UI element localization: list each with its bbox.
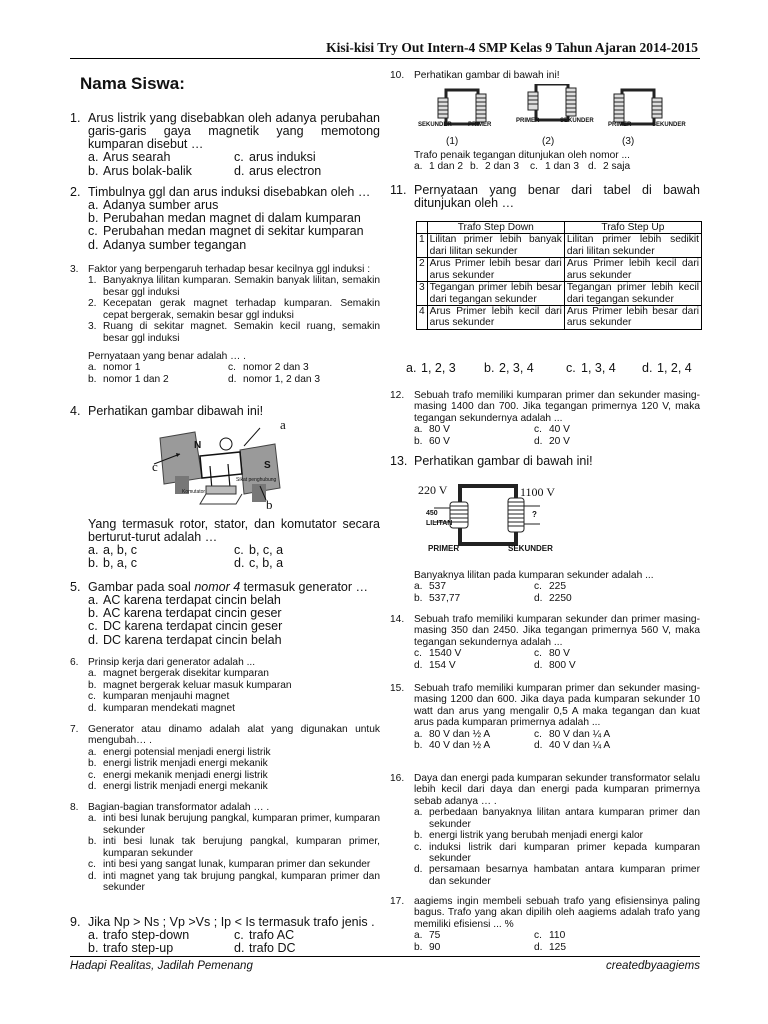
question-text: Gambar pada soal nomor 4 termasuk generator … xyxy=(88,580,369,594)
option-d[interactable]: d. energi listrik menjadi energi mekanik xyxy=(88,781,268,793)
option-c[interactable]: c. kumparan menjauhi magnet xyxy=(88,691,230,703)
table-row: 1 Lilitan primer lebih banyak dari lilitan sekunder Lilitan primer lebih sedikit dari lilitan sekunder xyxy=(417,234,702,258)
option-b[interactable]: b. 537,77 xyxy=(414,592,461,604)
question-9 xyxy=(70,916,380,955)
question-11 xyxy=(390,184,700,210)
statement-2: 2. Kecepatan gerak magnet terhadap kumparan. Semakin cepat bergerak, semakin besar ggl induksi xyxy=(88,298,380,321)
question-number: 15. xyxy=(390,683,405,694)
statement-3: 3. Ruang di sekitar magnet. Semakin kecil ruang, semakin besar ggl induksi xyxy=(88,321,380,344)
option-c[interactable]: c. b, c, a xyxy=(234,543,284,558)
question-text: Arus listrik yang disebabkan oleh adanya perubahan garis-garis gaya magnetik yang memotong kumparan disebut … xyxy=(88,111,380,152)
option-b[interactable]: b. b, a, c xyxy=(88,556,138,571)
option-b[interactable]: b. 2 dan 3 xyxy=(470,161,519,173)
question-10-stem xyxy=(414,150,704,173)
question-number: 5. xyxy=(70,580,81,594)
option-a[interactable]: a. 75 xyxy=(414,930,441,942)
question-13 xyxy=(390,455,700,468)
trafo-table xyxy=(416,221,702,330)
transformer-diagram xyxy=(412,478,592,564)
option-a[interactable]: a. 1 dan 2 xyxy=(414,161,463,173)
option-a[interactable]: a. inti besi lunak berujung pangkal, kumparan primer, kumparan sekunder xyxy=(88,813,380,836)
commutator-label: Komutator xyxy=(182,489,206,495)
primary-turns-label: 450 xyxy=(426,510,438,517)
question-4 xyxy=(70,405,380,418)
fig3-left-label: PRIMER xyxy=(608,122,632,128)
option-c[interactable]: c. nomor 2 dan 3 xyxy=(228,362,309,374)
option-c[interactable]: c. inti besi yang sangat lunak, kumparan primer dan sekunder xyxy=(88,859,371,871)
option-c[interactable]: c. Perubahan medan magnet di sekitar kumparan xyxy=(88,224,364,239)
fig1-right-label: PRIMER xyxy=(468,122,492,128)
option-c[interactable]: c. 1540 V xyxy=(414,648,462,660)
option-d[interactable]: d. 125 xyxy=(534,941,566,953)
question-number: 3. xyxy=(70,264,79,275)
table-row: 4 Arus Primer lebih kecil dari arus sekunder Arus Primer lebih besar dari arus sekunder xyxy=(417,305,702,329)
column-header-step-up: Trafo Step Up xyxy=(564,222,701,234)
option-b[interactable]: b. AC karena terdapat cincin geser xyxy=(88,606,282,621)
footer-motto: Hadapi Realitas, Jadilah Pemenang xyxy=(70,960,253,972)
option-a[interactable]: a. nomor 1 xyxy=(88,362,141,374)
secondary-label: SEKUNDER xyxy=(508,544,553,553)
question-number: 12. xyxy=(390,390,405,401)
option-d[interactable]: d. arus electron xyxy=(234,163,322,178)
question-11-options xyxy=(406,362,706,375)
option-b[interactable]: b. Perubahan medan magnet di dalam kumparan xyxy=(88,211,361,226)
unknown-turns-label: ? xyxy=(532,510,537,519)
option-a[interactable]: a. 80 V xyxy=(414,424,450,436)
option-d[interactable]: d. persamaan besarnya hambatan antara kumparan primer dan sekunder xyxy=(414,864,700,887)
question-text: Jika Np > Ns ; Vp >Vs ; Ip < Is termasuk trafo jenis . xyxy=(88,915,375,929)
question-13-stem xyxy=(414,570,700,604)
table-row: 2 Arus Primer lebih besar dari arus sekunder Arus Primer lebih kecil dari arus sekunder xyxy=(417,258,702,282)
option-a[interactable]: a. magnet bergerak disekitar kumparan xyxy=(88,668,269,680)
question-number: 4. xyxy=(70,404,81,418)
option-d[interactable]: d. nomor 1, 2 dan 3 xyxy=(228,373,321,385)
option-b[interactable]: b. Arus bolak-balik xyxy=(88,163,192,178)
primary-label: PRIMER xyxy=(428,544,460,553)
question-number: 17. xyxy=(390,896,405,907)
label-a: a xyxy=(280,417,286,432)
question-text: aagiems ingin membeli sebuah trafo yang efisiensinya paling bagus. Trafo yang akan dipilih oleh aagiems adalah trafo yang memiliki efisiensi ... % xyxy=(414,896,700,930)
question-number: 11. xyxy=(390,183,407,197)
option-b[interactable]: b. 40 V dan ½ A xyxy=(414,740,491,752)
question-2 xyxy=(70,186,380,252)
question-text: Timbulnya ggl dan arus induksi disebabkan oleh … xyxy=(88,185,371,199)
option-a[interactable]: a. AC karena terdapat cincin belah xyxy=(88,593,281,608)
transformer-figures xyxy=(412,84,702,150)
option-a[interactable]: a. Adanya sumber arus xyxy=(88,198,219,213)
fig2-right-label: SEKUNDER xyxy=(560,118,594,124)
question-7 xyxy=(70,724,380,793)
footer-divider xyxy=(70,956,700,957)
question-number: 1. xyxy=(70,111,81,125)
question-text: Faktor yang berpengaruh terhadap besar kecilnya ggl induksi : xyxy=(88,264,371,275)
question-17 xyxy=(390,896,700,953)
option-d[interactable]: d. kumparan mendekati magnet xyxy=(88,702,235,714)
question-text: Perhatikan gambar dibawah ini! xyxy=(88,404,264,418)
option-b[interactable]: b. energi listrik menjadi energi mekanik xyxy=(88,758,268,770)
option-d[interactable]: d. c, b, a xyxy=(234,556,284,571)
question-text: Sebuah trafo memiliki kumparan primer dan sekunder masing-masing 1400 dan 700. Jika tegangan primernya 120 V, maka tegangan sekundernya adalah ... xyxy=(414,390,700,424)
question-8 xyxy=(70,802,380,893)
footer-credit: createdbyaagiems xyxy=(606,960,700,972)
question-stem: Yang termasuk rotor, stator, dan komutator secara berturut-turut adalah … xyxy=(88,517,380,545)
question-stem: Pernyataan yang benar adalah … . xyxy=(88,350,247,362)
option-d[interactable]: d. 2 saja xyxy=(588,161,631,173)
option-c[interactable]: c. energi mekanik menjadi energi listrik xyxy=(88,769,268,781)
option-b[interactable]: b. nomor 1 dan 2 xyxy=(88,373,169,385)
brush-label: Sikat penghubung xyxy=(236,477,277,483)
header-divider xyxy=(70,58,700,59)
secondary-voltage-label: 1100 V xyxy=(520,485,556,499)
question-text: Prinsip kerja dari generator adalah ... xyxy=(88,657,256,668)
option-a[interactable]: a. trafo step-down xyxy=(88,928,190,943)
option-b[interactable]: b. 2, 3, 4 xyxy=(484,361,534,375)
question-14 xyxy=(390,614,700,671)
question-number: 14. xyxy=(390,614,405,625)
option-c[interactable]: c. DC karena terdapat cincin geser xyxy=(88,619,283,634)
fig2-left-label: PRIMER xyxy=(516,118,540,124)
option-d[interactable]: d. trafo DC xyxy=(234,941,296,956)
fig3-right-label: SEKUNDER xyxy=(652,122,686,128)
table-row: 3 Tegangan primer lebih besar dari tegangan sekunder Tegangan primer lebih kecil dari tegangan sekunder xyxy=(417,282,702,306)
question-text: Sebuah trafo memiliki kumparan sekunder dan primer masing-masing 350 dan 2450. Jika tegangan primernya 560 V, maka tegangan sekundernya adalah ... xyxy=(414,614,700,648)
question-15 xyxy=(390,683,700,752)
student-name-label: Nama Siswa: xyxy=(80,74,185,93)
turns-unit-label: LILITAN xyxy=(426,520,453,527)
option-b[interactable]: b. inti besi lunak tak berujung pangkal, kumparan primer, kumparan sekunder xyxy=(88,836,380,859)
option-a[interactable]: a. a, b, c xyxy=(88,543,138,558)
option-c[interactable]: c. arus induksi xyxy=(234,150,316,165)
north-pole-label: N xyxy=(194,440,202,451)
question-text: Perhatikan gambar di bawah ini! xyxy=(414,70,560,81)
fig2-caption: (2) xyxy=(542,136,555,147)
option-b[interactable]: b. energi listrik yang berubah menjadi energi kalor xyxy=(414,830,644,842)
statement-1: 1. Banyaknya lilitan kumparan. Semakin banyak lilitan, semakin besar ggl induksi xyxy=(88,275,380,298)
option-d[interactable]: d. 20 V xyxy=(534,435,570,447)
question-5 xyxy=(70,581,380,647)
option-c[interactable]: c. trafo AC xyxy=(234,928,295,943)
question-number: 13. xyxy=(390,454,408,468)
option-c[interactable]: c. 110 xyxy=(534,930,566,942)
question-number: 7. xyxy=(70,724,79,735)
label-c: c xyxy=(152,459,158,474)
question-number: 16. xyxy=(390,773,405,784)
question-number: 8. xyxy=(70,802,79,813)
option-c[interactable]: c. 225 xyxy=(534,581,566,593)
option-c[interactable]: c. 40 V xyxy=(534,424,570,436)
label-b: b xyxy=(266,497,273,512)
question-number: 6. xyxy=(70,657,79,668)
question-number: 2. xyxy=(70,185,81,199)
option-c[interactable]: c. 1 dan 3 xyxy=(530,161,579,173)
question-text: Pernyataan yang benar dari tabel di bawah ditunjukan oleh … xyxy=(414,183,700,211)
fig3-caption: (3) xyxy=(622,136,635,147)
generator-figure xyxy=(140,418,300,514)
question-text: Bagian-bagian transformator adalah … . xyxy=(88,802,270,813)
primary-voltage-label: 220 V xyxy=(418,483,448,497)
option-a[interactable]: a. 80 V dan ½ A xyxy=(414,728,491,740)
question-12 xyxy=(390,390,700,447)
option-a[interactable]: a. Arus searah xyxy=(88,150,171,165)
fig1-caption: (1) xyxy=(446,136,459,147)
fig1-left-label: SEKUNDER xyxy=(418,122,452,128)
option-d[interactable]: d. 40 V dan ¼ A xyxy=(534,740,611,752)
question-text: Perhatikan gambar di bawah ini! xyxy=(414,454,593,468)
option-c[interactable]: c. induksi listrik dari kumparan primer kepada kumparan sekunder xyxy=(414,841,700,864)
option-a[interactable]: a. energi potensial menjadi energi listrik xyxy=(88,746,271,758)
question-stem: Banyaknya lilitan pada kumparan sekunder adalah ... xyxy=(414,570,654,581)
question-16 xyxy=(390,773,700,887)
option-a[interactable]: a. 1, 2, 3 xyxy=(406,361,456,375)
header-title: Kisi-kisi Try Out Intern-4 SMP Kelas 9 Tahun Ajaran 2014-2015 xyxy=(326,40,698,55)
option-d[interactable]: d. Adanya sumber tegangan xyxy=(88,237,247,252)
option-d[interactable]: d. 1, 2, 4 xyxy=(642,361,692,375)
option-b[interactable]: b. 90 xyxy=(414,941,441,953)
table-header-row xyxy=(417,222,702,234)
option-b[interactable]: b. 60 V xyxy=(414,435,450,447)
option-a[interactable]: a. 537 xyxy=(414,581,446,593)
option-d-alt[interactable]: d. 800 V xyxy=(534,659,576,671)
question-4-stem xyxy=(70,518,380,571)
question-text: Generator atau dinamo adalah alat yang digunakan untuk mengubah… . xyxy=(88,724,380,747)
option-c[interactable]: c. 1, 3, 4 xyxy=(566,361,616,375)
option-b[interactable]: b. magnet bergerak keluar masuk kumparan xyxy=(88,679,292,691)
question-text: Daya dan energi pada kumparan sekunder transformator selalu lebih kecil dari daya dan energi pada kumparan primernya sebab adanya … . xyxy=(414,773,700,807)
question-stem: Trafo penaik tegangan ditunjukan oleh nomor ... xyxy=(414,150,630,161)
question-10 xyxy=(390,70,700,81)
option-c[interactable]: c. 80 V dan ¼ A xyxy=(534,728,611,740)
option-c-alt[interactable]: c. 80 V xyxy=(534,648,570,660)
south-pole-label: S xyxy=(264,460,271,471)
option-d[interactable]: d. DC karena terdapat cincin belah xyxy=(88,632,282,647)
option-d[interactable]: d. 2250 xyxy=(534,592,572,604)
question-number: 9. xyxy=(70,915,81,929)
column-header-step-down: Trafo Step Down xyxy=(427,222,564,234)
question-6 xyxy=(70,657,380,714)
option-d[interactable]: d. 154 V xyxy=(414,659,456,671)
question-1 xyxy=(70,112,380,178)
question-number: 10. xyxy=(390,70,405,81)
question-3 xyxy=(70,264,380,385)
option-b[interactable]: b. trafo step-up xyxy=(88,941,174,956)
question-text: Sebuah trafo memiliki kumparan primer dan sekunder masing-masing 1200 dan 600. Jika daya pada kumparan sekunder 10 watt dan arus yang mengalir 0,5 A maka tegangan dan kuat arus pada kumparan primernya adalah ... xyxy=(414,683,700,729)
option-d[interactable]: d. inti magnet yang tak brujung pangkal, kumparan primer dan sekunder xyxy=(88,870,380,893)
option-a[interactable]: a. perbedaan banyaknya lilitan antara kumparan primer dan sekunder xyxy=(414,807,700,830)
